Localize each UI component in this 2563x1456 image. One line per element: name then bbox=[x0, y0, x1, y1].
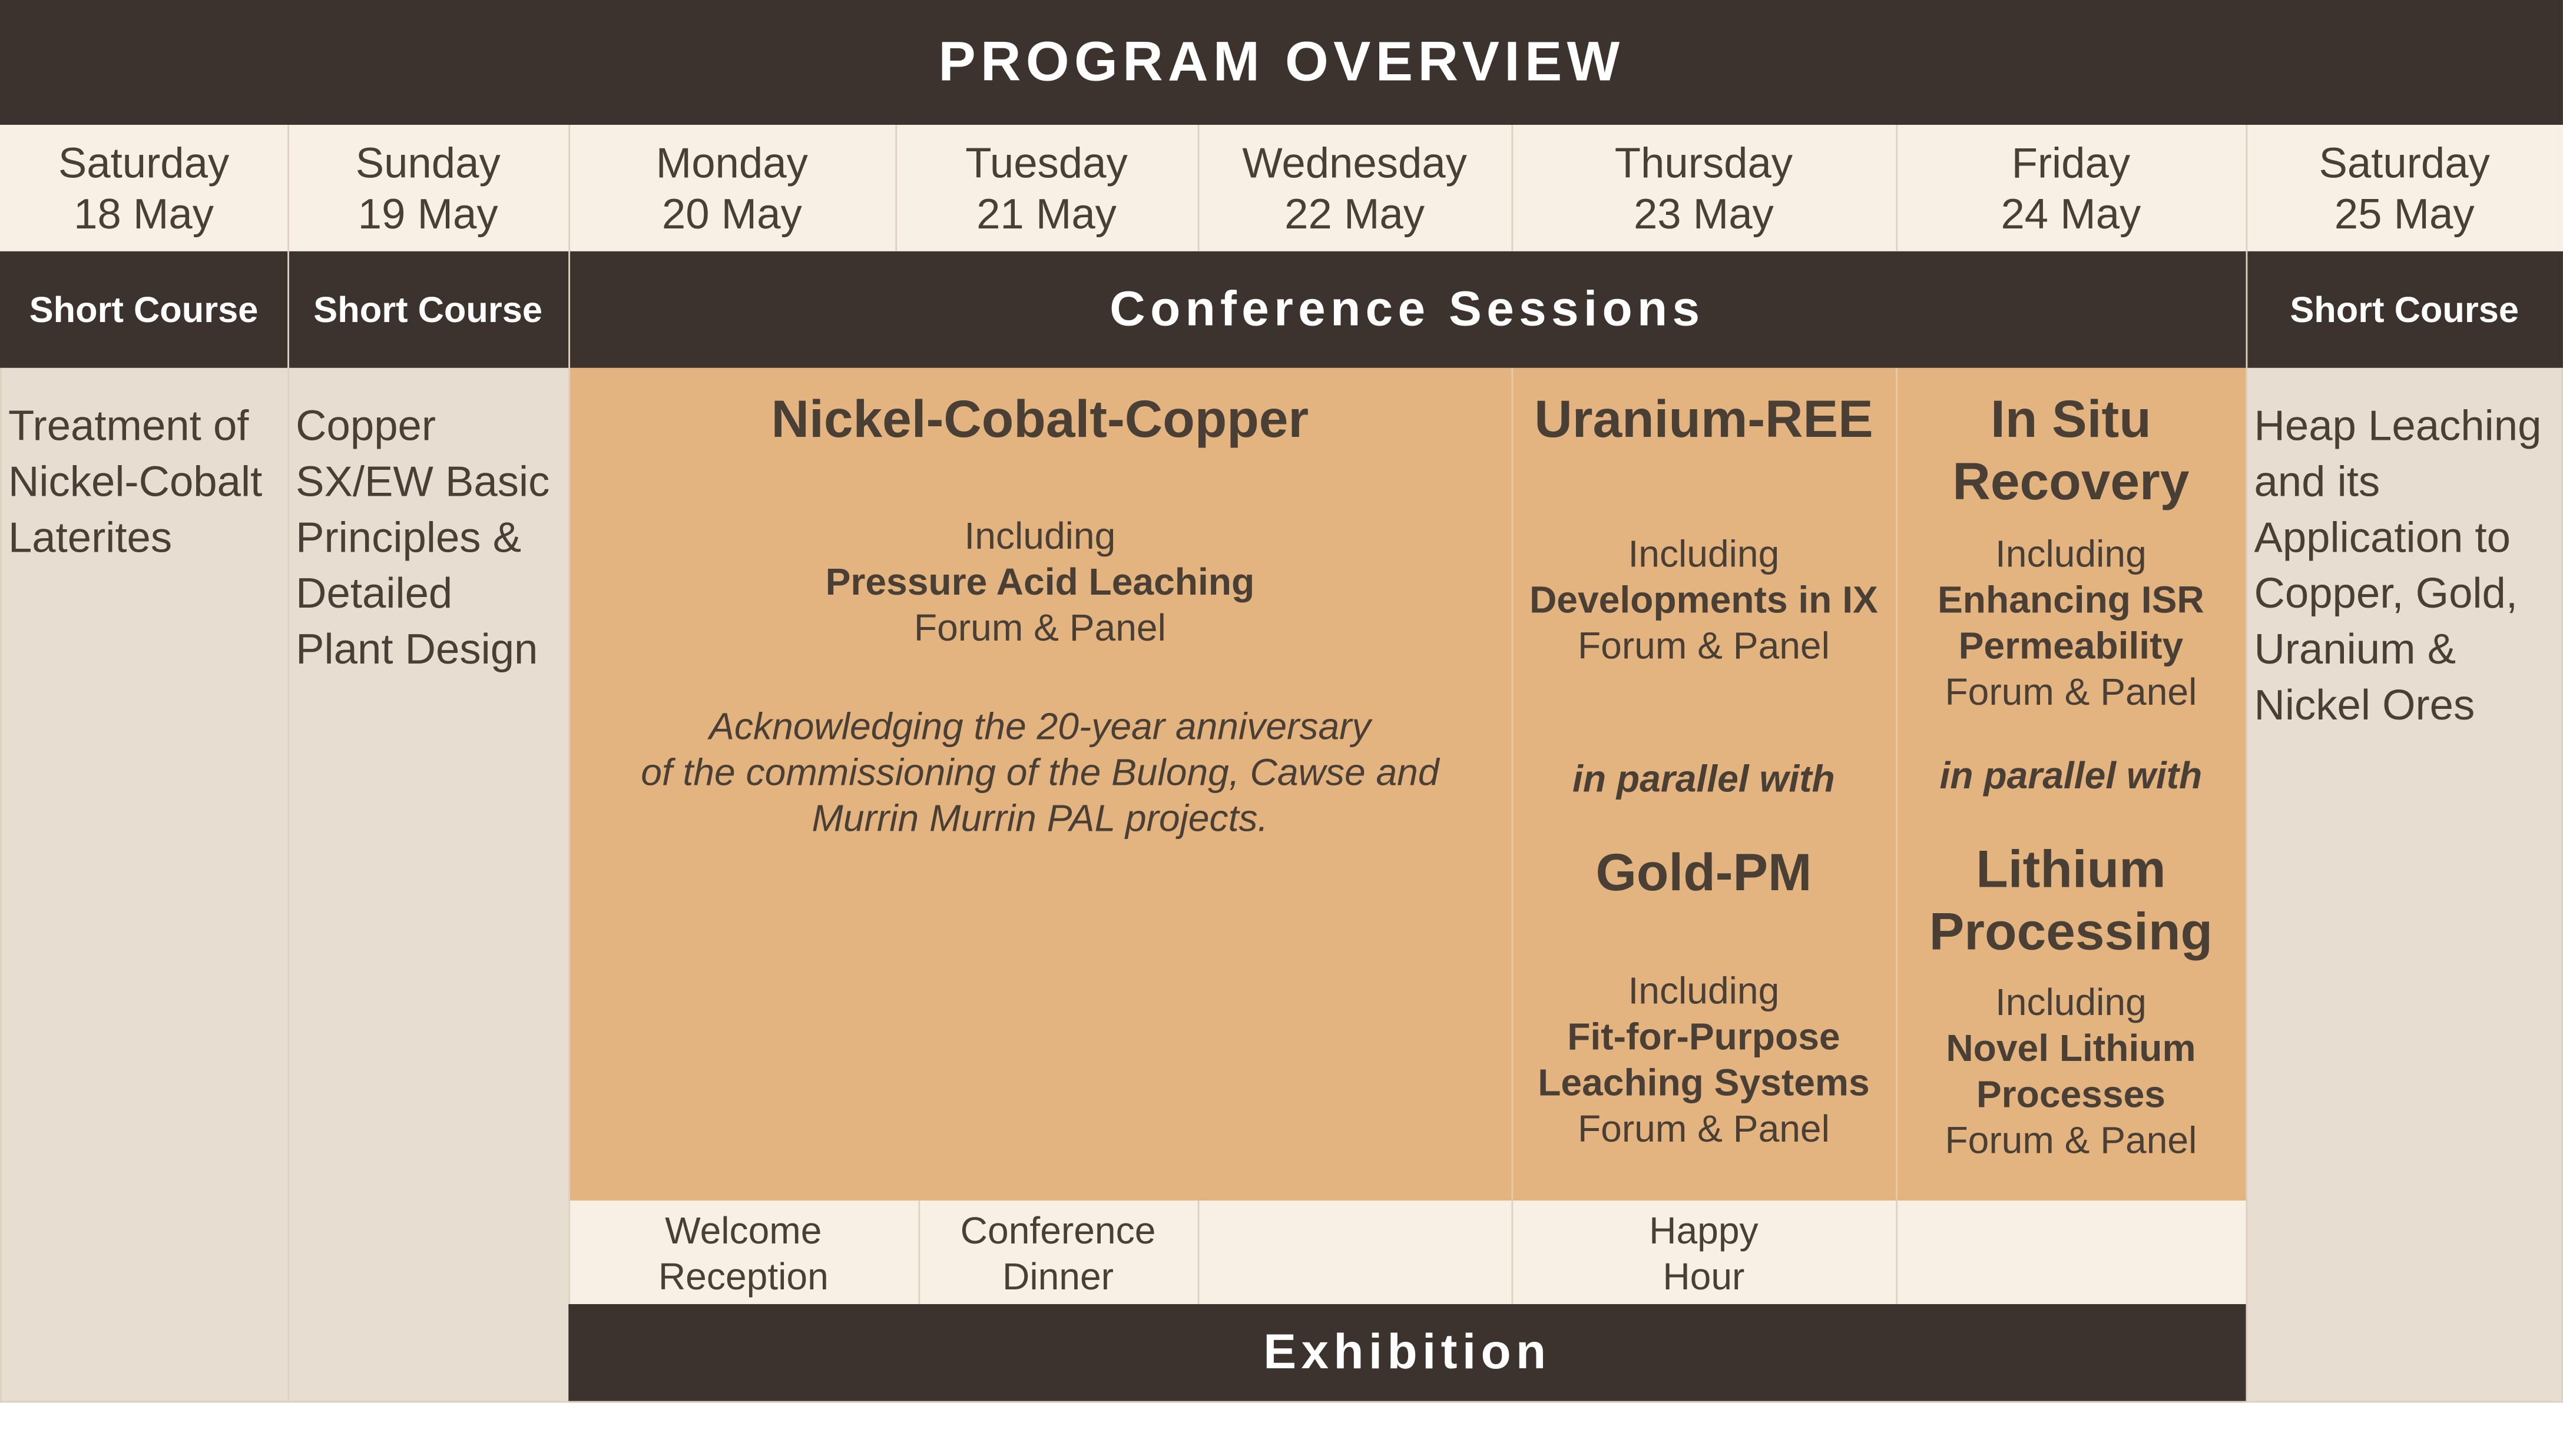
day-date: 22 May bbox=[1284, 188, 1425, 238]
grid-line bbox=[0, 368, 2, 1403]
event-line: Conference bbox=[960, 1208, 1156, 1251]
track-title: Nickel-Cobalt-Copper bbox=[771, 389, 1309, 449]
short-course-label: Short Course bbox=[2290, 288, 2519, 330]
day-date: 25 May bbox=[2334, 188, 2475, 238]
track-nickel-cobalt-copper bbox=[568, 368, 1511, 1200]
day-weekday: Wednesday bbox=[1242, 137, 1467, 187]
short-course-header-sat25 bbox=[2246, 251, 2563, 368]
track-including: Including bbox=[1628, 532, 1780, 575]
event-empty-fri bbox=[1896, 1200, 2246, 1304]
day-header-sat18 bbox=[0, 125, 287, 251]
track-including: Including bbox=[1995, 980, 2147, 1023]
day-header-tue21 bbox=[895, 125, 1197, 251]
page-title: PROGRAM OVERVIEW bbox=[938, 30, 1625, 93]
day-header-thu23 bbox=[1512, 125, 1896, 251]
track-highlight: Permeability bbox=[1958, 624, 2184, 667]
track-highlight: Pressure Acid Leaching bbox=[825, 560, 1255, 603]
event-conference-dinner bbox=[918, 1200, 1197, 1304]
event-line: Reception bbox=[658, 1253, 829, 1297]
grid-line bbox=[0, 1401, 2563, 1403]
short-course-line: SX/EW Basic bbox=[296, 456, 550, 506]
short-course-line: and its bbox=[2254, 456, 2380, 506]
grid-line bbox=[895, 125, 897, 251]
title-bar bbox=[0, 0, 2563, 125]
event-line: Happy bbox=[1649, 1208, 1759, 1251]
conference-sessions-label: Conference Sessions bbox=[1110, 281, 1705, 336]
grid-line bbox=[1896, 368, 1898, 1200]
day-weekday: Monday bbox=[655, 137, 808, 187]
event-line: Hour bbox=[1663, 1253, 1745, 1297]
event-happy-hour bbox=[1512, 1200, 1896, 1304]
day-date: 24 May bbox=[2001, 188, 2141, 238]
grid-line bbox=[918, 1200, 920, 1304]
day-date: 19 May bbox=[357, 188, 498, 238]
short-course-line: Nickel-Cobalt bbox=[8, 456, 263, 506]
exhibition-bar bbox=[568, 1304, 2246, 1402]
short-course-line: Principles & bbox=[296, 512, 522, 562]
track-highlight: Processes bbox=[1976, 1072, 2165, 1116]
grid-line bbox=[287, 125, 289, 1402]
track-highlight: Novel Lithium bbox=[1946, 1026, 2196, 1070]
track-forum: Forum & Panel bbox=[1577, 1107, 1830, 1150]
grid-line bbox=[1512, 125, 1514, 251]
day-header-fri24 bbox=[1896, 125, 2246, 251]
day-weekday: Saturday bbox=[2319, 137, 2490, 187]
day-header-mon20 bbox=[568, 125, 895, 251]
track-including: Including bbox=[1995, 532, 2147, 575]
track-forum: Forum & Panel bbox=[1577, 624, 1830, 667]
short-course-line: Treatment of bbox=[8, 400, 249, 450]
parallel-label: in parallel with bbox=[1939, 754, 2203, 797]
grid-line bbox=[1512, 368, 1514, 1200]
track-acknowledgement-line: of the commissioning of the Bulong, Cawse and bbox=[641, 750, 1439, 794]
short-course-label: Short Course bbox=[29, 288, 259, 330]
track-title: Uranium-REE bbox=[1534, 389, 1873, 449]
track-uranium-ree-gold bbox=[1512, 368, 1896, 1200]
grid-line bbox=[1512, 1200, 1514, 1304]
track-acknowledgement-line: Acknowledging the 20-year anniversary bbox=[709, 704, 1371, 748]
track-forum: Forum & Panel bbox=[913, 606, 1166, 649]
track-highlight: Developments in IX bbox=[1529, 578, 1878, 621]
grid-line bbox=[568, 125, 570, 1304]
event-welcome-reception bbox=[568, 1200, 918, 1304]
day-weekday: Sunday bbox=[355, 137, 501, 187]
short-course-line: Plant Design bbox=[296, 624, 538, 674]
track-title: Gold-PM bbox=[1595, 843, 1812, 902]
day-header-wed22 bbox=[1198, 125, 1512, 251]
day-header-sun19 bbox=[287, 125, 568, 251]
day-date: 21 May bbox=[976, 188, 1117, 238]
event-empty-wed bbox=[1198, 1200, 1512, 1304]
short-course-sat25 bbox=[2246, 368, 2563, 1403]
short-course-label: Short Course bbox=[313, 288, 543, 330]
track-including: Including bbox=[1628, 969, 1780, 1012]
day-date: 23 May bbox=[1633, 188, 1774, 238]
short-course-line: Application to bbox=[2254, 512, 2511, 562]
track-highlight: Fit-for-Purpose bbox=[1567, 1015, 1840, 1058]
track-highlight: Enhancing ISR bbox=[1938, 578, 2204, 621]
short-course-line: Heap Leaching bbox=[2254, 400, 2542, 450]
track-highlight: Leaching Systems bbox=[1538, 1061, 1870, 1104]
day-weekday: Thursday bbox=[1614, 137, 1793, 187]
short-course-line: Copper bbox=[296, 400, 436, 450]
short-course-line: Copper, Gold, bbox=[2254, 568, 2518, 618]
track-title: Processing bbox=[1929, 901, 2213, 961]
day-date: 20 May bbox=[661, 188, 802, 238]
track-title: In Situ bbox=[1991, 389, 2151, 449]
short-course-sun19 bbox=[287, 368, 568, 1403]
grid-line bbox=[1198, 125, 1200, 251]
grid-line bbox=[1896, 125, 1898, 251]
track-forum: Forum & Panel bbox=[1945, 670, 2197, 713]
parallel-label: in parallel with bbox=[1572, 757, 1835, 800]
short-course-line: Uranium & bbox=[2254, 624, 2456, 674]
track-title: Lithium bbox=[1976, 839, 2166, 898]
track-in-situ-lithium bbox=[1896, 368, 2246, 1200]
short-course-header-sat18 bbox=[0, 251, 287, 368]
track-title: Recovery bbox=[1952, 452, 2190, 511]
grid-line bbox=[1896, 1200, 1898, 1304]
exhibition-label: Exhibition bbox=[1263, 1325, 1551, 1380]
day-weekday: Tuesday bbox=[965, 137, 1128, 187]
short-course-sat18 bbox=[0, 368, 287, 1403]
day-header-sat25 bbox=[2246, 125, 2563, 251]
short-course-line: Laterites bbox=[8, 512, 173, 562]
conference-sessions-header bbox=[568, 251, 2246, 368]
short-course-line: Nickel Ores bbox=[2254, 679, 2475, 729]
track-acknowledgement-line: Murrin Murrin PAL projects. bbox=[812, 797, 1269, 840]
track-forum: Forum & Panel bbox=[1945, 1118, 2197, 1162]
day-date: 18 May bbox=[74, 188, 214, 238]
short-course-line: Detailed bbox=[296, 568, 453, 618]
track-including: Including bbox=[964, 514, 1116, 557]
event-line: Welcome bbox=[665, 1208, 822, 1251]
short-course-header-sun19 bbox=[287, 251, 568, 368]
day-weekday: Saturday bbox=[58, 137, 230, 187]
event-line: Dinner bbox=[1002, 1253, 1114, 1297]
day-weekday: Friday bbox=[2011, 137, 2131, 187]
grid-line bbox=[1198, 1200, 1200, 1304]
grid-line bbox=[2246, 125, 2248, 1402]
